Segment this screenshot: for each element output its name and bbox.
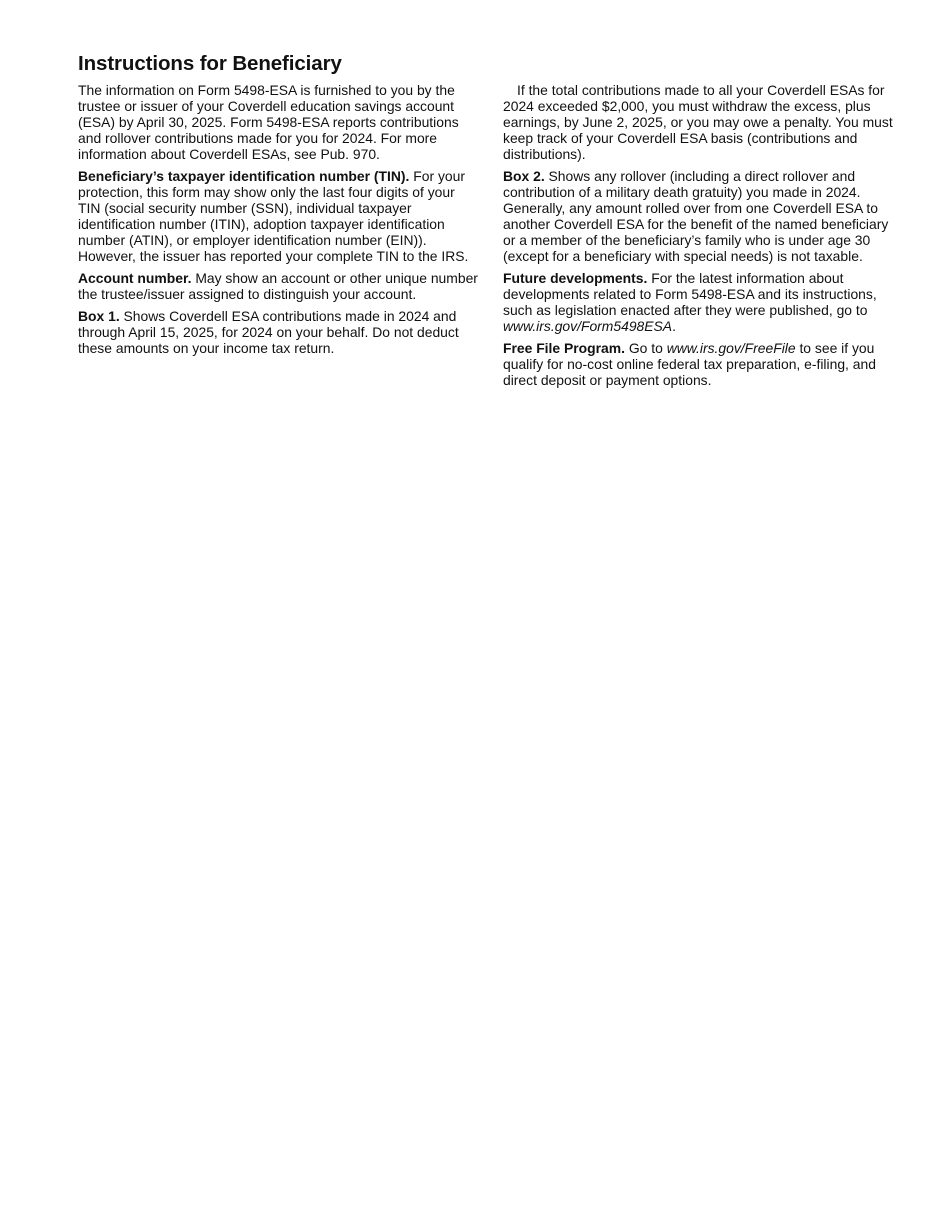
form5498esa-link[interactable]: www.irs.gov/Form5498ESA (503, 318, 673, 334)
box1-text: Shows Coverdell ESA contributions made in 2024 and through April 15, 2025, for 2024 on your behalf. Do not deduct these amounts on your income tax return. (78, 308, 459, 356)
tin-paragraph (78, 168, 478, 264)
account-paragraph (78, 270, 478, 302)
freefile-pre: Go to (628, 340, 663, 356)
box1-paragraph (78, 308, 478, 356)
box2-text: Shows any rollover (including a direct rollover and contribution of a military death gratuity) you made in 2024. Generally, any amount rolled over from one Coverdell ESA to another Coverdell ESA for the benefit of the named beneficiary or a member of the beneficiary’s family who is under age 30 (except for a beneficiary with special needs) is not taxable. (503, 168, 889, 264)
box1-heading: Box 1. (78, 308, 120, 324)
excess-paragraph (503, 82, 898, 162)
future-end: . (672, 318, 676, 334)
box2-paragraph (503, 168, 898, 264)
freefile-paragraph (503, 340, 898, 388)
future-heading: Future developments. (503, 270, 648, 286)
right-column (503, 82, 898, 394)
intro-paragraph (78, 82, 478, 162)
account-text: May show an account or other unique number the trustee/issuer assigned to distinguish your account. (78, 270, 478, 302)
account-heading: Account number. (78, 270, 192, 286)
freefile-text: to see if you qualify for no-cost online federal tax preparation, e-filing, and direct deposit or payment options. (503, 340, 876, 388)
freefile-link[interactable]: www.irs.gov/FreeFile (666, 340, 796, 356)
page-title: Instructions for Beneficiary (78, 52, 342, 75)
future-text: For the latest information about developments related to Form 5498-ESA and its instructions, such as legislation enacted after they were published, go to (503, 270, 877, 318)
future-paragraph (503, 270, 898, 334)
tin-heading: Beneficiary’s taxpayer identification number (TIN). (78, 168, 410, 184)
box2-heading: Box 2. (503, 168, 545, 184)
freefile-heading: Free File Program. (503, 340, 625, 356)
excess-text: If the total contributions made to all your Coverdell ESAs for 2024 exceeded $2,000, you must withdraw the excess, plus earnings, by June 2, 2025, or you may owe a penalty. You must keep track of your Coverdell ESA basis (contributions and distributions). (503, 82, 893, 162)
left-column (78, 82, 478, 362)
intro-text: The information on Form 5498-ESA is furnished to you by the trustee or issuer of your Coverdell education savings account (ESA) by April 30, 2025. Form 5498-ESA reports contributions and rollover contributions made for you for 2024. For more information about Coverdell ESAs, see Pub. 970. (78, 82, 459, 162)
tin-text: For your protection, this form may show only the last four digits of your TIN (social security number (SSN), individual taxpayer identification number (ITIN), adoption taxpayer identification number (ATIN), or employer identification number (EIN)). However, the issuer has reported your complete TIN to the IRS. (78, 168, 469, 264)
